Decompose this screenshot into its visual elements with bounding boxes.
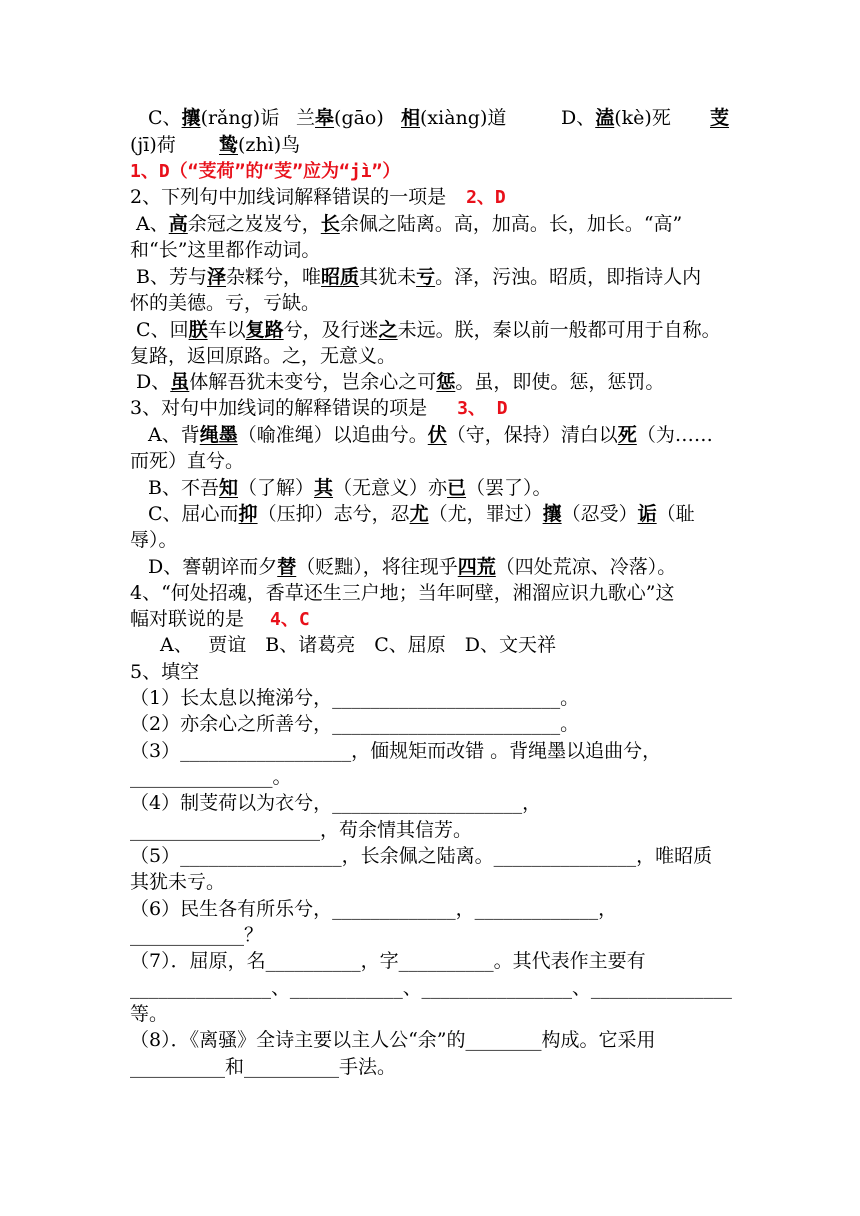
text: 其犹未 (359, 266, 417, 288)
underlined-word: 其 (314, 477, 334, 499)
q5-item-3-cont: _______________。 (130, 766, 292, 788)
q3-option-d (148, 555, 676, 579)
q4-stem-cont (130, 607, 310, 632)
underlined-word: 替 (277, 556, 297, 578)
text: 体解吾犹未变兮，岂余心之可 (189, 371, 437, 393)
q2-option-a (130, 212, 682, 236)
text: 兮，及行迷 (283, 319, 379, 341)
q5-item-7-cont: _______________、____________、________________、_______________ (130, 977, 732, 999)
q5-item-6-cont: ____________？ (130, 924, 264, 946)
q3-option-a-cont: 而死）直兮。 (130, 450, 245, 472)
answer-2: 2、D (466, 187, 506, 208)
q5-item-4: （4）制芰荷以为衣兮，____________________， (130, 792, 542, 814)
option-label: B、芳与 (130, 266, 208, 288)
underlined-word: 死 (617, 424, 637, 446)
pinyin-text: (kè)死 (614, 107, 671, 129)
text: （喻准绳）以追曲兮。 (237, 424, 428, 446)
pinyin-text: (rǎng)诟 (200, 107, 280, 129)
option-label: C、 (148, 107, 182, 129)
underlined-word: 溘 (595, 107, 615, 129)
q5-item-7: （7）．屈原，名__________，字__________。其代表作主要有 (130, 950, 646, 972)
q5-item-5-cont: 其犹未亏。 (130, 871, 226, 893)
q5-item-2: （2）亦余心之所善兮，________________________。 (130, 713, 580, 735)
q2-option-d (130, 370, 664, 394)
q2-stem (130, 185, 506, 210)
q1-option-c-word2 (296, 106, 384, 130)
option-label: D、謇朝谇而夕 (148, 556, 278, 578)
q1-option-c (148, 106, 279, 130)
text: （压抑）志兮，忍 (257, 503, 410, 525)
q3-option-a (148, 423, 713, 447)
q5-item-7-end: 等。 (130, 1003, 169, 1025)
answer-1: 1、D（“芰荷”的“芰”应为“jì”） (130, 161, 401, 182)
underlined-word: 高 (168, 213, 188, 235)
text: （尤，罪过） (428, 503, 543, 525)
underlined-word: 亏 (416, 266, 436, 288)
underlined-word: 朕 (188, 319, 208, 341)
text: 。泽，污浊。昭质，即指诗人内 (435, 266, 702, 288)
underlined-word: 芰 (710, 107, 730, 129)
underlined-word: 皋 (315, 107, 335, 129)
text: （守，保持）清白以 (446, 424, 618, 446)
q3-option-c-cont: 辱）。 (130, 529, 178, 551)
text: （罢了）。 (466, 477, 552, 499)
q2-option-b (130, 265, 701, 289)
text: 兰 (296, 107, 316, 129)
q2-option-b-cont: 怀的美德。亏，亏缺。 (130, 292, 321, 314)
underlined-word: 昭质 (321, 266, 360, 288)
underlined-word: 伏 (427, 424, 447, 446)
underlined-word: 惩 (436, 371, 456, 393)
question-text: 2、下列句中加线词解释错误的一项是 (130, 186, 447, 208)
text: 杂糅兮，唯 (226, 266, 322, 288)
q1-option-d-word3 (219, 133, 300, 157)
q1-option-d-cont (130, 133, 176, 157)
underlined-word: 绳墨 (199, 424, 238, 446)
q3-stem (130, 396, 508, 421)
pinyin-text: (xiàng)道 (420, 107, 507, 129)
underlined-word: 已 (447, 477, 467, 499)
underlined-word: 四荒 (457, 556, 496, 578)
underlined-word: 诟 (637, 503, 657, 525)
underlined-word: 泽 (207, 266, 227, 288)
underlined-word: 抑 (238, 503, 258, 525)
underlined-word: 攘 (542, 503, 562, 525)
text: （为…… (636, 424, 713, 446)
q5-title: 5、填空 (130, 661, 200, 683)
text: 余冠之岌岌兮， (187, 213, 321, 235)
text: 余佩之陆离。高，加高。长，加长。“高” (339, 213, 683, 235)
q3-option-c (148, 502, 695, 526)
q5-item-8-cont: __________和__________手法。 (130, 1056, 397, 1078)
q3-option-b (148, 476, 552, 500)
q5-item-8: （8）．《离骚》全诗主要以主人公“余”的________构成。它采用 (130, 1029, 656, 1051)
text: （四处荒凉、冷落）。 (495, 556, 677, 578)
text: 。虽，即使。惩，惩罚。 (455, 371, 665, 393)
question-text: 3、对句中加线词的解释错误的项是 (130, 397, 428, 419)
q1-option-d (561, 106, 671, 130)
q5-item-4-cont: ____________________，苟余情其信芳。 (130, 819, 473, 841)
q1-option-d-word2 (710, 106, 729, 130)
option-label: C、回 (130, 319, 189, 341)
option-label: C、屈心而 (148, 503, 239, 525)
pinyin-text: (jī)荷 (130, 134, 176, 156)
answer-3: 3、 D (457, 398, 508, 419)
underlined-word: 之 (378, 319, 398, 341)
underlined-word: 鸷 (219, 134, 239, 156)
text: 未远。朕，秦以前一般都可用于自称。 (397, 319, 721, 341)
q5-item-5: （5）_________________，长余佩之陆离。_______________，唯昭质 (130, 845, 713, 867)
pinyin-text: (gāo) (334, 107, 384, 129)
option-label: D、 (561, 107, 596, 129)
q1-option-c-word3 (401, 106, 506, 130)
underlined-word: 尤 (409, 503, 429, 525)
q5-item-1: （1）长太息以掩涕兮，________________________。 (130, 687, 580, 709)
pinyin-text: (zhì)鸟 (238, 134, 301, 156)
text: （了解） (237, 477, 314, 499)
q2-option-c-cont: 复路，返回原路。之，无意义。 (130, 345, 397, 367)
answer-4: 4、C (270, 609, 310, 630)
text: （贬黜），将往现乎 (296, 556, 458, 578)
option-label: A、 (130, 213, 169, 235)
text: （无意义）亦 (333, 477, 448, 499)
text: 车以 (207, 319, 246, 341)
q2-option-a-cont: 和“长”这里都作动词。 (130, 239, 321, 261)
option-label: A、背 (148, 424, 200, 446)
question-text: 幅对联说的是 (130, 608, 245, 630)
underlined-word: 攘 (181, 107, 201, 129)
text: （耻 (656, 503, 695, 525)
q5-item-3: （3）__________________，偭规矩而改错 。背绳墨以追曲兮， (130, 740, 662, 762)
underlined-word: 长 (320, 213, 340, 235)
q2-option-c (130, 318, 721, 342)
option-label: D、 (130, 371, 171, 393)
underlined-word: 虽 (170, 371, 190, 393)
q4-options: A、 贾谊 B、诸葛亮 C、屈原 D、文天祥 (160, 634, 556, 656)
underlined-word: 知 (218, 477, 238, 499)
underlined-word: 相 (401, 107, 421, 129)
underlined-word: 复路 (245, 319, 284, 341)
q5-item-6: （6）民生各有所乐兮，_____________，_____________， (130, 898, 618, 920)
option-label: B、不吾 (148, 477, 219, 499)
q4-stem: 4、“何处招魂，香草还生三户地；当年呵壁，湘溜应识九歌心”这 (130, 582, 675, 604)
text: （忍受） (561, 503, 638, 525)
